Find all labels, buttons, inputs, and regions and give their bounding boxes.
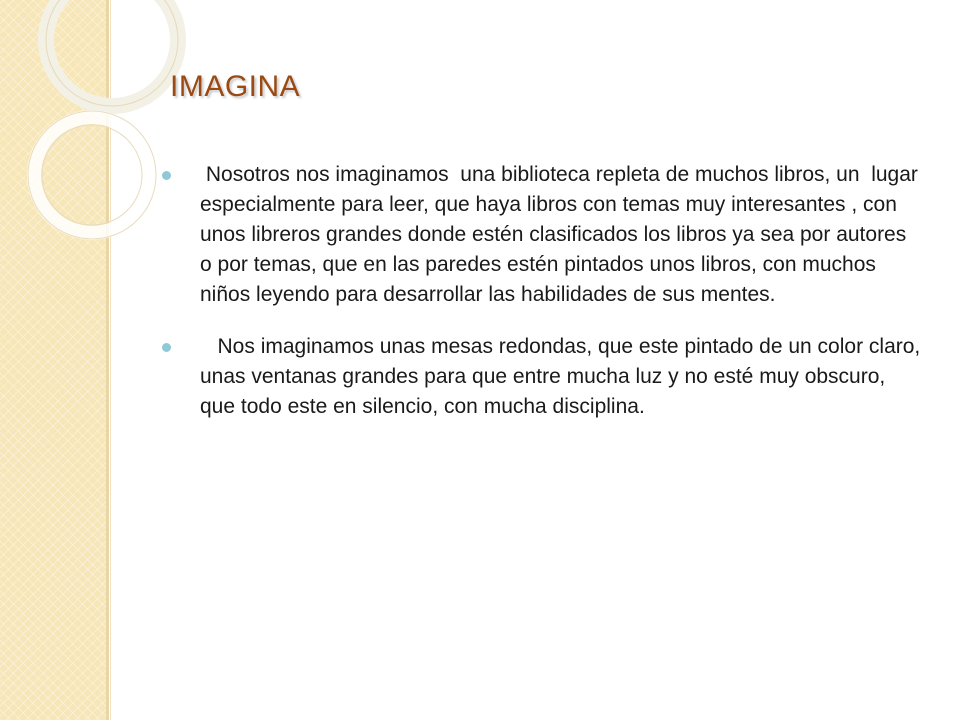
bullet-text: Nos imaginamos unas mesas redondas, que este pintado de un color claro, unas ventanas grandes para que entre mucha luz y no esté muy obscuro, que todo este en silencio, con mucha disciplina.: [200, 335, 927, 418]
bullet-icon: [162, 343, 171, 352]
bullet-item: [152, 332, 927, 422]
bullet-icon: [162, 171, 171, 180]
bullet-item: [152, 160, 922, 310]
bullet-text: Nosotros nos imaginamos una biblioteca repleta de muchos libros, un lugar especialmente para leer, que haya libros con temas muy interesantes , con unos libreros grandes donde estén clasificados los libros ya sea por autores o por temas, que en las paredes estén pintados unos libros, con muchos niños leyendo para desarrollar las habilidades de sus mentes.: [200, 163, 924, 306]
bullet-list: [152, 160, 927, 444]
slide-title: IMAGINA: [170, 70, 301, 103]
